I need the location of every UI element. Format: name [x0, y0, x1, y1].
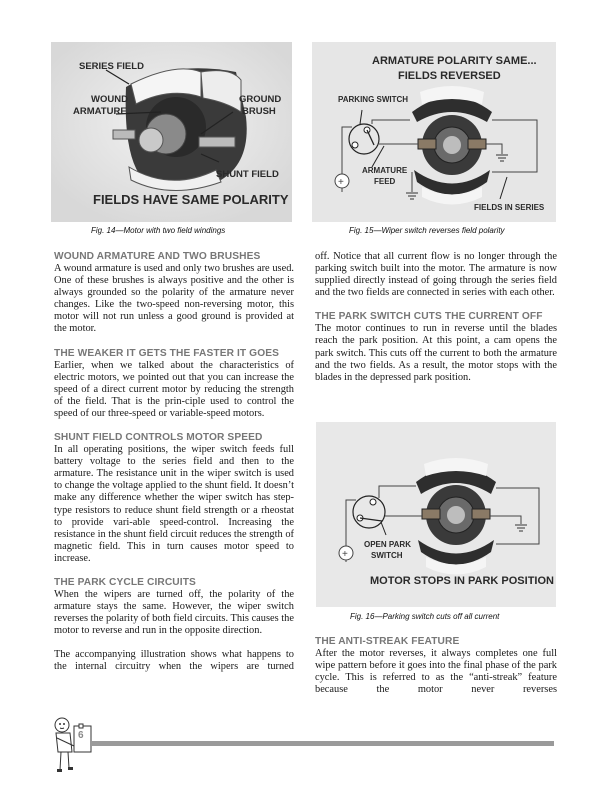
banner-motor-stops: MOTOR STOPS IN PARK POSITION [370, 575, 554, 587]
label-ground: GROUND [239, 94, 282, 105]
plus-terminal-icon: + [342, 549, 348, 560]
section-anti-streak [315, 636, 557, 696]
section-heading: THE WEAKER IT GETS THE FASTER IT GOES [54, 347, 280, 359]
section-shunt-field [54, 432, 294, 565]
label-shunt-field: SHUNT FIELD [216, 169, 279, 180]
section-heading: THE PARK SWITCH CUTS THE CURRENT OFF [315, 311, 543, 323]
park-position-illustration [316, 422, 556, 607]
label-fields-in-series: FIELDS IN SERIES [474, 203, 545, 212]
wiring-diagram-illustration [312, 42, 556, 222]
section-wound-armature [54, 251, 294, 336]
label-armature: ARMATURE [362, 166, 408, 175]
page-number: 6 [78, 730, 84, 741]
continuation-paragraph: off. Notice that all current flow is no longer through the parking switch built into the motor. The armature is now supplied directly instead of going through the series field and the two fields are connected in series with each other. [315, 251, 557, 299]
figure-16-photo [316, 422, 556, 607]
right-column-top [315, 251, 557, 396]
label-series-field: SERIES FIELD [79, 61, 144, 72]
label-armature: ARMATURE [73, 106, 127, 117]
figure-15-caption: Fig. 15—Wiper switch reverses field polarity [349, 226, 505, 235]
figure-16-caption: Fig. 16—Parking switch cuts off all current [350, 612, 500, 621]
label-feed: FEED [374, 177, 396, 186]
section-paragraph: A wound armature is used and only two brushes are used. One of these brushes is always positive and the other is always grounded so the polarity of the armature never changes. Like the two-speed non-reversing motor, this motor will not run unless a good ground is provided at the motor. [54, 263, 294, 335]
section-park-cycle [54, 577, 294, 674]
plus-terminal-icon: + [338, 177, 344, 188]
label-wound: WOUND [91, 94, 128, 105]
left-column [54, 251, 294, 686]
footer-rule [92, 741, 554, 746]
label-switch: SWITCH [371, 551, 403, 560]
right-column-bottom [315, 636, 557, 708]
label-brush: BRUSH [242, 106, 276, 117]
figure-14-photo [51, 42, 292, 222]
section-park-switch [315, 311, 557, 383]
cartoon-man-holding-sign-icon [52, 716, 96, 774]
section-heading: SHUNT FIELD CONTROLS MOTOR SPEED [54, 432, 263, 444]
label-parking-switch: PARKING SWITCH [338, 95, 409, 104]
section-heading: THE ANTI-STREAK FEATURE [315, 636, 460, 647]
section-paragraph: Earlier, when we talked about the characteristics of electric motors, we pointed out that you can increase the speed of a direct current motor by reducing the strength of the field. That is the prin-ciple used to control the speed of our three-speed or variable-speed motors. [54, 359, 294, 419]
title-armature-polarity-same: ARMATURE POLARITY SAME... [372, 55, 537, 67]
section-paragraph: The accompanying illustration shows what happens to the internal circuitry when the wipers are turned [54, 649, 294, 673]
banner-fields-same-polarity: FIELDS HAVE SAME POLARITY [93, 192, 289, 207]
figure-15-photo [312, 42, 556, 222]
section-paragraph: In all operating positions, the wiper switch feeds full battery voltage to the series field and then to the armature. The resistance unit in the wiper switch is used to change the voltage applied to the shunt field. It doesn’t make any difference whether the wiper switch has step-type resistors to reduce shunt field strength or a rheostat to provide vari-able speed-control. Increasing the resistance in the shunt field circuit reduces the strength of magnetic field. This in turn causes motor speed to increase. [54, 444, 294, 564]
title-fields-reversed: FIELDS REVERSED [398, 70, 501, 82]
section-weaker-faster [54, 348, 294, 420]
figure-14-caption: Fig. 14—Motor with two field windings [91, 226, 226, 235]
section-heading: WOUND ARMATURE AND TWO BRUSHES [54, 251, 261, 262]
label-open-park: OPEN PARK [364, 540, 411, 549]
section-paragraph: The motor continues to run in reverse until the blades reach the park position. At this point, a cam opens the park switch. This cuts off the current to both the armature and the two fields. As a result, the motor stops with the blades in the depressed park position. [315, 323, 557, 383]
section-paragraph: After the motor reverses, it always completes one full wipe pattern before it goes into the final phase of the park cycle. This is referred to as the “anti-streak” feature because the motor never reverses [315, 648, 557, 696]
section-heading: THE PARK CYCLE CIRCUITS [54, 576, 196, 588]
section-paragraph: When the wipers are turned off, the polarity of the armature stays the same. However, the wiper switch reverses the polarity of both field circuits. This causes the motor to reverse and run in the opposite direction. [54, 588, 294, 637]
motor-photo-illustration [51, 42, 292, 222]
